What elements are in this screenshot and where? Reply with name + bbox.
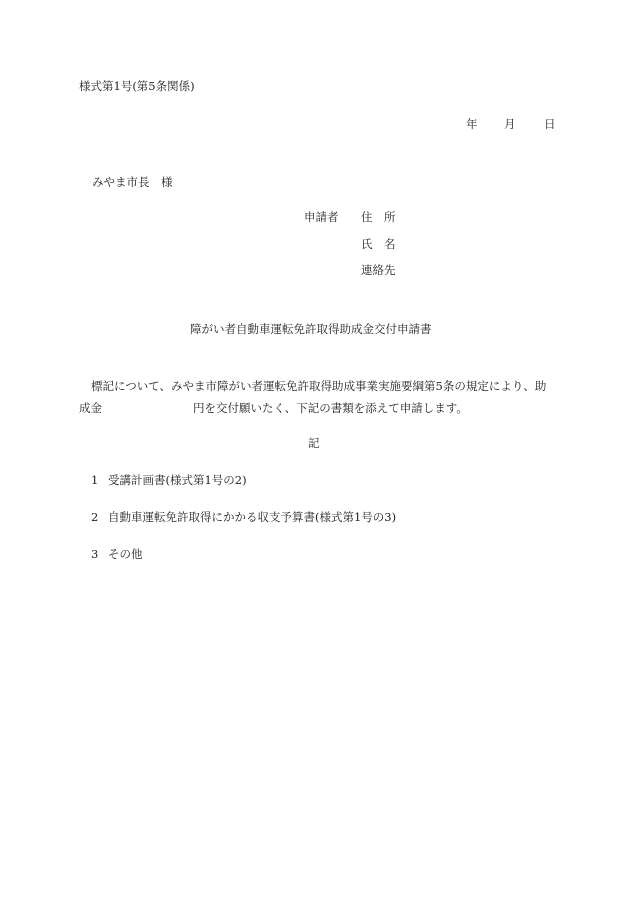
attachment-item (91, 512, 396, 524)
applicant-label: 申請者 (304, 210, 339, 224)
attachment-text: その他 (108, 547, 143, 561)
attachment-number: 3 (91, 547, 99, 561)
attachment-text: 自動車運転免許取得にかかる収支予算書(様式第1号の3) (108, 510, 397, 524)
form-number: 様式第1号(第5条関係) (79, 79, 195, 93)
applicant-name-label: 氏 名 (361, 237, 396, 251)
attachment-text: 受講計画書(様式第1号の2) (108, 473, 247, 487)
body-line2-prefix: 成金 (79, 401, 102, 415)
date-year-label: 年 (466, 117, 478, 131)
attachment-number: 2 (91, 510, 99, 524)
date-line (466, 119, 556, 131)
applicant-contact-label: 連絡先 (361, 263, 396, 277)
body-text-line1: 標記について、みやま市障がい者運転免許取得助成事業実施要綱第5条の規定により、助 (91, 379, 547, 393)
body-text-line2 (79, 403, 468, 415)
attachment-item (91, 549, 143, 561)
applicant-address-label: 住 所 (361, 210, 396, 224)
ki-heading: 記 (308, 436, 320, 450)
body-line2-suffix: 円を交付願いたく、下記の書類を添えて申請します。 (193, 401, 468, 415)
attachment-number: 1 (91, 473, 99, 487)
attachment-item (91, 475, 247, 487)
date-day-label: 日 (544, 117, 556, 131)
document-title: 障がい者自動車運転免許取得助成金交付申請書 (190, 322, 432, 336)
addressee: みやま市長 様 (92, 175, 173, 189)
date-month-label: 月 (504, 117, 516, 131)
